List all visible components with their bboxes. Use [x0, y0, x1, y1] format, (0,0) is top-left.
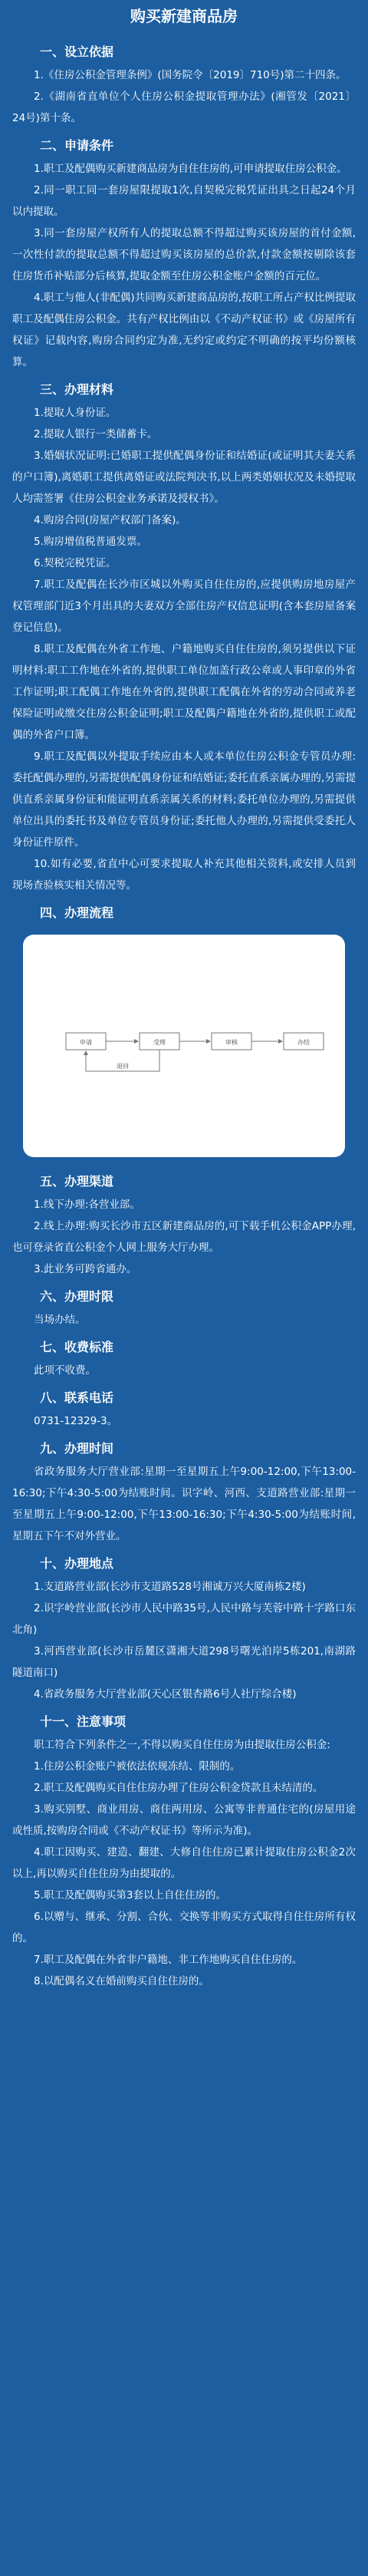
paragraph: 3.购买别墅、商业用房、商住两用房、公寓等非普通住宅的(房屋用途或性质,按购房合同或《不动产权证书》等所示为准)。	[12, 1803, 356, 1837]
section-heading: 八、联系电话	[40, 1390, 114, 1405]
section-phone	[12, 1387, 356, 1432]
section-channels	[12, 1171, 356, 1280]
paragraph: 6.以赠与、继承、分割、合伙、交换等非购买方式取得自住住房所有权的。	[12, 1911, 356, 1944]
paragraph: 9.职工及配偶以外提取手续应由本人或本单位住房公积金专管员办理:委托配偶办理的,另需提供配偶身份证和结婚证;委托直系亲属办理的,另需提供直系亲属身份证和能证明直系亲属关系的材料;委托单位办理的,另需提供单位出具的委托书及单位专管员身份证;委托他人办理的,另需提供受委托人身份证件原件。	[12, 750, 356, 849]
paragraph: 1.提取人身份证。	[34, 407, 117, 419]
paragraph: 3.河西营业部(长沙市岳麓区潇湘大道298号曙光泊岸5栋201,南湖路隧道南口)	[12, 1645, 356, 1679]
section-heading: 二、申请条件	[40, 138, 114, 153]
section-heading: 十一、注意事项	[40, 1714, 127, 1729]
paragraph: 2.线上办理:购买长沙市五区新建商品房的,可下载手机公积金APP办理,也可登录省直公积金个人网上服务大厅办理。	[12, 1220, 356, 1254]
page-title: 购买新建商品房	[130, 7, 238, 25]
paragraph: 4.省政务服务大厅营业部(天心区银杏路6号人社厅综合楼)	[34, 1688, 297, 1700]
section-notes	[12, 1711, 356, 1992]
section-basis	[12, 41, 356, 129]
flow-label-complete: 办结	[297, 1039, 310, 1046]
flow-label-review: 审核	[225, 1039, 238, 1046]
section-timelimit	[12, 1286, 356, 1331]
paragraph: 2.同一职工同一套房屋限提取1次,自契税完税凭证出具之日起24个月以内提取。	[12, 184, 356, 218]
section-heading: 六、办理时限	[40, 1289, 114, 1304]
paragraph: 8.以配偶名义在婚前购买自住住房的。	[34, 1975, 209, 1987]
section-materials	[12, 379, 356, 896]
paragraph: 3.同一套房屋产权所有人的提取总额不得超过购买该房屋的首付金额,一次性付款的提取总额不得超过购买该房屋的总价款,付款金额按剔除该套住房货币补贴部分后核算,提取金额至住房公积金账户金额的百元位。	[12, 227, 356, 282]
paragraph: 2.提取人银行一类储蓄卡。	[34, 428, 158, 440]
section-heading: 五、办理渠道	[40, 1174, 114, 1189]
paragraph: 2.职工及配偶购买自住住房办理了住房公积金贷款且未结清的。	[34, 1782, 324, 1794]
section-conditions	[12, 135, 356, 373]
paragraph: 1.支道路营业部(长沙市支道路528号湘诚万兴大厦南栋2楼)	[34, 1581, 306, 1593]
paragraph: 4.职工因购买、建造、翻建、大修自住住房已累计提取住房公积金2次以上,再以购买自住住房为由提取的。	[12, 1846, 356, 1880]
flow-label-apply: 申请	[80, 1039, 92, 1046]
section-heading: 四、办理流程	[40, 905, 114, 920]
paragraph: 7.职工及配偶在长沙市区城以外购买自住住房的,应提供购房地房屋产权管理部门近3个月出具的夫妻双方全部住房产权信息证明(含本套房屋备案登记信息)。	[12, 579, 356, 634]
paragraph: 1.《住房公积金管理条例》(国务院令〔2019〕710号)第二十四条。	[34, 69, 347, 81]
flow-label-return: 退回	[117, 1063, 129, 1070]
paragraph: 3.此业务可跨省通办。	[34, 1263, 137, 1275]
flowchart-svg	[23, 935, 345, 1157]
paragraph: 6.契税完税凭证。	[34, 557, 117, 569]
paragraph: 2.识字岭营业部(长沙市人民中路35号,人民中路与芙蓉中路十字路口东北角)	[12, 1602, 356, 1636]
paragraph: 8.职工及配偶在外省工作地、户籍地购买自住住房的,须另提供以下证明材料:职工工作地在外省的,提供职工单位加盖行政公章或人事印章的外省工作证明;职工配偶工作地在外省的,提供职工配偶在外省的劳动合同或养老保险证明或缴交住房公积金证明;职工及配偶户籍地在外省的,提供职工或配偶的外省户口簿。	[12, 643, 356, 741]
section-heading: 十、办理地点	[40, 1556, 114, 1571]
paragraph: 1.住房公积金账户被依法依规冻结、限制的。	[34, 1760, 241, 1773]
paragraph: 4.购房合同(房屋产权部门备案)。	[34, 514, 186, 526]
paragraph: 当场办结。	[34, 1314, 86, 1326]
section-heading: 九、办理时间	[40, 1441, 114, 1456]
paragraph: 5.购房增值税普通发票。	[34, 536, 147, 548]
paragraph: 2.《湖南省直单位个人住房公积金提取管理办法》(湘管发〔2021〕24号)第十条。	[12, 91, 356, 124]
paragraph: 5.职工及配偶购买第3套以上自住住房的。	[34, 1889, 226, 1901]
section-heading: 三、办理材料	[40, 382, 114, 397]
paragraph: 1.职工及配偶购买新建商品房为自住住房的,可申请提取住房公积金。	[34, 163, 347, 175]
paragraph: 3.婚姻状况证明:已婚职工提供配偶身份证和结婚证(或证明其夫妻关系的户口簿),离婚职工提供离婚证或法院判决书,以上两类婚姻状况及未婚提取人均需签署《住房公积金业务承诺及授权书》。	[12, 450, 356, 505]
paragraph: 省政务服务大厅营业部:星期一至星期五上午9:00-12:00,下午13:00-16:30;下午4:30-5:00为结账时间。识字岭、河西、支道路营业部:星期一至星期五上午9:00-12:00,下午13:00-16:30;下午4:30-5:00为结账时间,星期五下午不对外营业。	[12, 1466, 356, 1542]
paragraph: 此项不收费。	[34, 1364, 96, 1377]
flow-label-accept: 受理	[153, 1039, 166, 1046]
paragraph: 1.线下办理:各营业部。	[34, 1199, 140, 1211]
section-locations	[12, 1553, 356, 1705]
paragraph: 4.职工与他人(非配偶)共同购买新建商品房的,按职工所占产权比例提取职工及配偶住房公积金。共有产权比例由以《不动产权证书》或《房屋所有权证》记载内容,购房合同约定为准,无约定或约定不明确的按平均份额核算。	[12, 292, 356, 368]
section-flow	[12, 902, 356, 1157]
phone-number[interactable]: 0731-12329-3。	[34, 1415, 118, 1427]
section-heading: 七、收费标准	[40, 1340, 114, 1354]
paragraph: 10.如有必要,省直中心可要求提取人补充其他相关资料,或安排人员到现场查验核实相关情况等。	[12, 858, 356, 892]
section-heading: 一、设立依据	[40, 45, 114, 59]
section-hours	[12, 1438, 356, 1547]
flowchart-image	[23, 935, 345, 1157]
paragraph: 职工符合下列条件之一,不得以购买自住住房为由提取住房公积金:	[34, 1739, 330, 1751]
section-fees	[12, 1337, 356, 1381]
paragraph: 7.职工及配偶在外省非户籍地、非工作地购买自住住房的。	[34, 1954, 303, 1966]
